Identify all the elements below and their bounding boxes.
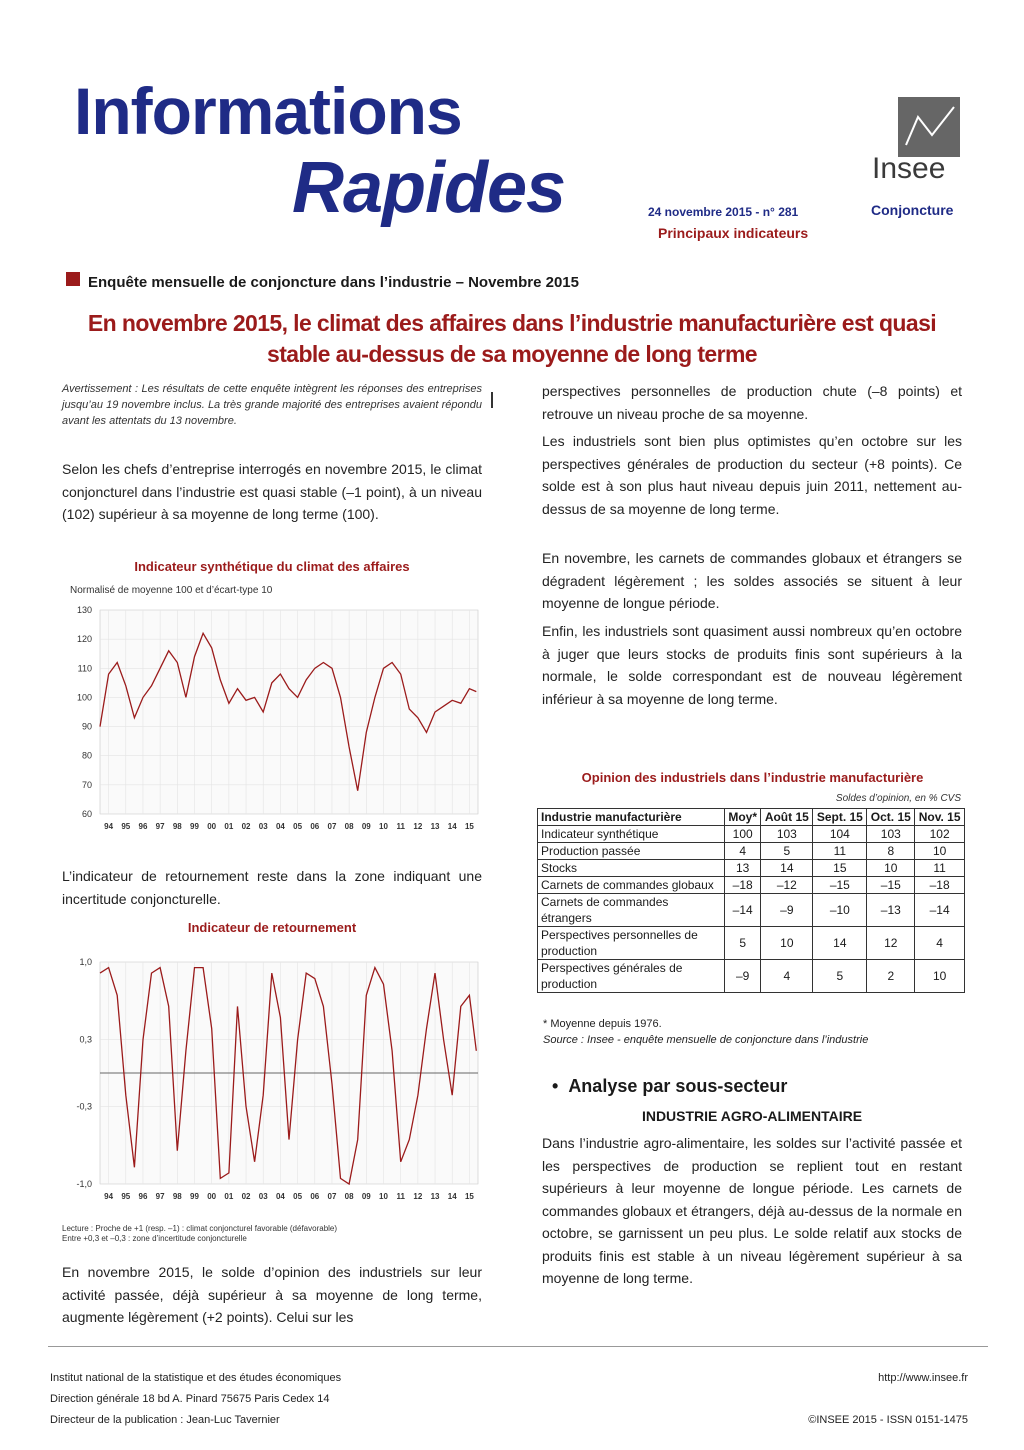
x-tick-label: 06 [310, 1192, 320, 1201]
x-tick-label: 94 [104, 1192, 114, 1201]
chart2-title: Indicateur de retournement [187, 920, 357, 935]
table-cell: –14 [725, 894, 761, 927]
table-cell: 102 [915, 826, 965, 843]
x-tick-label: 13 [430, 1192, 440, 1201]
table-header-cell: Moy* [725, 809, 761, 826]
bullet-icon: • [552, 1076, 569, 1096]
x-tick-label: 01 [224, 1192, 234, 1201]
table-cell: 12 [867, 927, 915, 960]
table-row [538, 826, 965, 843]
x-tick-label: 04 [275, 822, 285, 831]
x-tick-label: 07 [327, 1192, 337, 1201]
footer-url[interactable]: http://www.insee.fr [878, 1372, 968, 1384]
logo-subtitle: Conjoncture [871, 202, 954, 218]
table-row [538, 927, 965, 960]
x-tick-label: 03 [258, 822, 268, 831]
table-cell: –14 [915, 894, 965, 927]
table-title: Opinion des industriels dans l’industrie manufacturière [581, 770, 924, 785]
x-tick-label: 02 [241, 822, 251, 831]
margin-mark [491, 392, 493, 408]
x-tick-label: 01 [224, 822, 234, 831]
x-tick-label: 07 [327, 822, 337, 831]
table-cell: 103 [761, 826, 813, 843]
table-cell: 103 [867, 826, 915, 843]
x-tick-label: 15 [464, 822, 474, 831]
y-tick-label: 110 [77, 663, 92, 674]
y-tick-label: 60 [81, 809, 92, 819]
y-tick-label: 80 [81, 750, 92, 761]
table-row-label: Carnets de commandes étrangers [538, 894, 725, 927]
analysis-paragraph: Dans l’industrie agro-alimentaire, les soldes sur l’activité passée et les perspectives de production se replient tout en restant supérieurs à leur moyenne de longue période. Les carnets de commandes globaux et étrangers, déjà au-dessus de la normale en octobre, se garnissent un peu plus. Le solde relatif aux stocks de produits finis est stable à un niveau légèrement supérieur à sa moyenne de long terme. [542, 1135, 962, 1286]
analysis-heading-text: Analyse par sous-secteur [568, 1076, 788, 1096]
chart2-note [62, 1224, 337, 1244]
table-cell: –9 [725, 960, 761, 993]
right-paragraph-1: perspectives personnelles de production chute (–8 points) et retrouve un niveau proche de sa moyenne. [542, 383, 962, 422]
table-cell: 4 [915, 927, 965, 960]
insee-logo-mark [898, 97, 960, 157]
table-row [538, 860, 965, 877]
issue-number: 24 novembre 2015 - n° 281 [648, 205, 799, 219]
y-tick-label: 0,3 [79, 1034, 92, 1045]
right-paragraph-4: Enfin, les industriels sont quasiment aussi nombreux qu’en octobre à juger que leurs stocks de produits finis sont supérieurs à la normale, le solde correspondant est de nouveau légèrement inférieur à sa moyenne de long terme. [542, 623, 962, 707]
headline: En novembre 2015, le climat des affaires dans l’industrie manufacturière est quasi stable au-dessus de sa moyenne de long terme [87, 310, 937, 367]
x-tick-label: 00 [207, 822, 217, 831]
table-row [538, 960, 965, 993]
footer-left [50, 1368, 341, 1431]
table-cell: 4 [761, 960, 813, 993]
table-cell: –13 [867, 894, 915, 927]
x-tick-label: 08 [344, 822, 354, 831]
x-tick-label: 05 [293, 822, 303, 831]
x-tick-label: 12 [413, 1192, 423, 1201]
footer-copyright: ©INSEE 2015 - ISSN 0151-1475 [808, 1414, 968, 1426]
table-header-row [538, 809, 965, 826]
x-tick-label: 10 [379, 822, 388, 831]
x-tick-label: 09 [361, 822, 371, 831]
table-row [538, 843, 965, 860]
chart2-turning-point-indicator [60, 950, 490, 1210]
x-tick-label: 03 [258, 1192, 268, 1201]
y-tick-label: 1,0 [79, 957, 92, 967]
x-tick-label: 97 [155, 1192, 165, 1201]
table-header-cell: Nov. 15 [915, 809, 965, 826]
footer-divider [48, 1346, 988, 1347]
table-cell: –10 [813, 894, 867, 927]
x-tick-label: 11 [396, 822, 405, 831]
x-tick-label: 00 [207, 1192, 217, 1201]
table-cell: –9 [761, 894, 813, 927]
masthead-title-line2: Rapides [292, 148, 566, 228]
logo-name: Insee [872, 152, 946, 185]
chart2-note-line2: Entre +0,3 et –0,3 : zone d’incertitude conjoncturelle [62, 1234, 247, 1243]
left-paragraph-2: L’indicateur de retournement reste dans la zone indiquant une incertitude conjoncturelle. [62, 868, 482, 907]
table-cell: 11 [813, 843, 867, 860]
x-tick-label: 02 [241, 1192, 251, 1201]
x-tick-label: 14 [447, 822, 457, 831]
y-tick-label: 70 [81, 779, 92, 790]
x-tick-label: 99 [190, 1192, 199, 1201]
table-cell: 10 [867, 860, 915, 877]
analysis-subheading: INDUSTRIE AGRO-ALIMENTAIRE [641, 1108, 863, 1124]
table-row-label: Perspectives générales de production [538, 960, 725, 993]
table-source: Source : Insee - enquête mensuelle de conjoncture dans l’industrie [543, 1034, 869, 1046]
x-tick-label: 05 [293, 1192, 303, 1201]
table-row [538, 877, 965, 894]
table-cell: 5 [761, 843, 813, 860]
chart1-title: Indicateur synthétique du climat des affaires [134, 559, 410, 574]
chart1-climate-indicator [60, 600, 490, 840]
table-cell: 8 [867, 843, 915, 860]
chart1-subtitle: Normalisé de moyenne 100 et d’écart-type 10 [70, 585, 273, 596]
table-cell: 14 [761, 860, 813, 877]
y-tick-label: 120 [76, 634, 92, 645]
x-tick-label: 99 [190, 822, 199, 831]
x-tick-label: 11 [396, 1192, 405, 1201]
table-cell: –18 [725, 877, 761, 894]
table-body [538, 826, 965, 993]
table-cell: –15 [813, 877, 867, 894]
table-cell: –15 [867, 877, 915, 894]
masthead-title-line1: Informations [74, 74, 462, 148]
x-tick-label: 95 [121, 822, 131, 831]
table-header-cell: Industrie manufacturière [538, 809, 725, 826]
table-cell: 4 [725, 843, 761, 860]
survey-title: Enquête mensuelle de conjoncture dans l’industrie – Novembre 2015 [88, 274, 579, 291]
plot-area [100, 610, 478, 814]
opinion-table [537, 808, 965, 993]
x-tick-label: 15 [464, 1192, 474, 1201]
table-header-cell: Oct. 15 [867, 809, 915, 826]
warning-note: Avertissement : Les résultats de cette enquête intègrent les réponses des entreprises jusqu’au 19 novembre inclus. La très grande majorité des entreprises avaient répondu avant les attentats du 13 novembre. [62, 383, 482, 427]
right-paragraph-3: En novembre, les carnets de commandes globaux et étrangers se dégradent légèrement ; les soldes associés se situent à leur moyenne de longue période. [542, 550, 962, 611]
table-cell: 13 [725, 860, 761, 877]
table-cell: 5 [813, 960, 867, 993]
y-tick-label: -0,3 [76, 1101, 92, 1112]
table-cell: 2 [867, 960, 915, 993]
y-tick-label: -1,0 [76, 1179, 92, 1189]
table-row-label: Indicateur synthétique [538, 826, 725, 843]
y-tick-label: 100 [76, 692, 92, 703]
table-row [538, 894, 965, 927]
table-row-label: Perspectives personnelles de production [538, 927, 725, 960]
table-unit: Soldes d’opinion, en % CVS [835, 793, 961, 804]
left-paragraph-1: Selon les chefs d’entreprise interrogés en novembre 2015, le climat conjoncturel dans l’industrie est quasi stable (–1 point), à un niveau (102) supérieur à sa moyenne de long terme (100). [62, 461, 482, 522]
x-tick-label: 13 [430, 822, 440, 831]
table-row-label: Production passée [538, 843, 725, 860]
footer-line2: Direction générale 18 bd A. Pinard 75675 Paris Cedex 14 [50, 1393, 330, 1405]
issue-section: Principaux indicateurs [658, 225, 809, 241]
x-tick-label: 96 [138, 822, 148, 831]
footer-line3: Directeur de la publication : Jean-Luc Tavernier [50, 1414, 280, 1426]
x-tick-label: 10 [379, 1192, 388, 1201]
x-tick-label: 95 [121, 1192, 131, 1201]
x-tick-label: 96 [138, 1192, 148, 1201]
red-square-icon [66, 272, 80, 286]
table-cell: 10 [915, 960, 965, 993]
table-cell: 15 [813, 860, 867, 877]
footer-line1: Institut national de la statistique et des études économiques [50, 1372, 342, 1384]
x-tick-label: 08 [344, 1192, 354, 1201]
table-cell: –18 [915, 877, 965, 894]
table-note: * Moyenne depuis 1976. [543, 1018, 662, 1030]
y-tick-label: 90 [81, 721, 92, 732]
x-tick-label: 98 [172, 822, 182, 831]
y-tick-label: 130 [76, 605, 92, 615]
table-row-label: Carnets de commandes globaux [538, 877, 725, 894]
table-header-cell: Sept. 15 [813, 809, 867, 826]
left-paragraph-3: En novembre 2015, le solde d’opinion des industriels sur leur activité passée, déjà supérieur à sa moyenne de long terme, augmente légèrement (+2 points). Celui sur les [62, 1264, 482, 1325]
x-tick-label: 09 [361, 1192, 371, 1201]
x-tick-label: 97 [155, 822, 165, 831]
x-tick-label: 94 [104, 822, 114, 831]
right-paragraph-2: Les industriels sont bien plus optimistes qu’en octobre sur les perspectives générales de production du secteur (+8 points). Ce solde est à son plus haut niveau depuis juin 2011, nettement au-dessus de sa moyenne de long terme. [542, 433, 962, 517]
table-cell: 5 [725, 927, 761, 960]
table-cell: 104 [813, 826, 867, 843]
chart2-note-line1: Lecture : Proche de +1 (resp. –1) : climat conjoncturel favorable (défavorable) [62, 1224, 338, 1233]
table-header-cell: Août 15 [761, 809, 813, 826]
logo-graph-icon [898, 97, 960, 157]
x-tick-label: 04 [275, 1192, 285, 1201]
table-cell: 10 [761, 927, 813, 960]
x-tick-label: 14 [447, 1192, 457, 1201]
x-tick-label: 98 [172, 1192, 182, 1201]
table-cell: –12 [761, 877, 813, 894]
table-cell: 11 [915, 860, 965, 877]
analysis-heading [552, 1076, 787, 1097]
table-row-label: Stocks [538, 860, 725, 877]
table-cell: 10 [915, 843, 965, 860]
x-tick-label: 12 [413, 822, 423, 831]
table-cell: 100 [725, 826, 761, 843]
table-cell: 14 [813, 927, 867, 960]
x-tick-label: 06 [310, 822, 320, 831]
